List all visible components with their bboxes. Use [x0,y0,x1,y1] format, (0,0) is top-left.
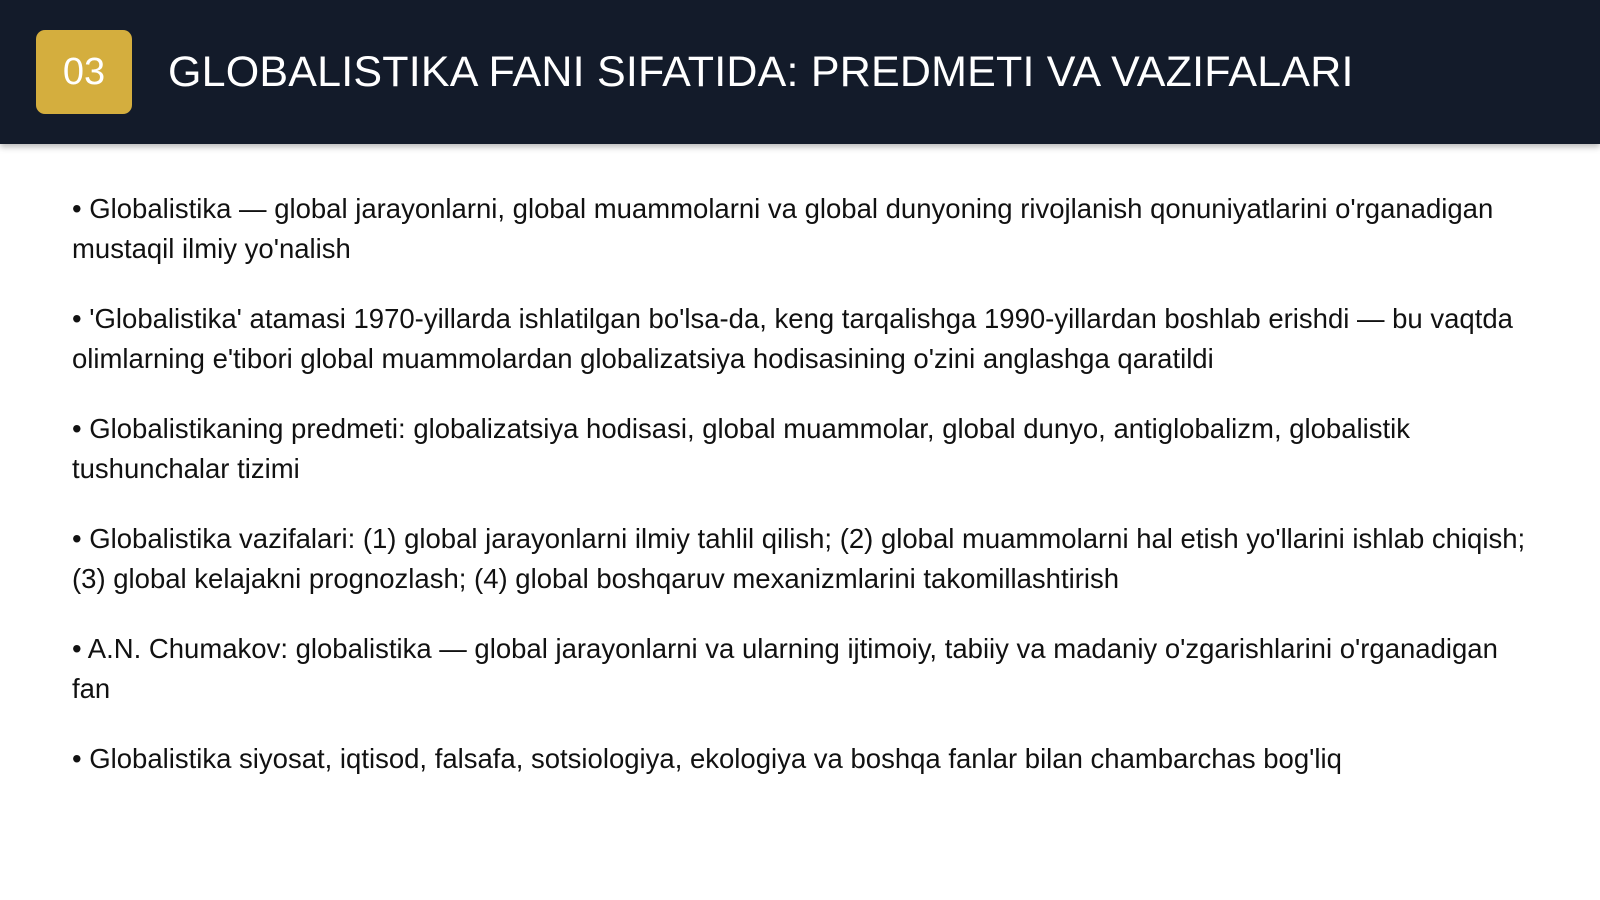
bullet-item: • Globalistika — global jarayonlarni, global muammolarni va global dunyoning rivojlanish qonuniyatlarini o'rganadigan mustaqil ilmiy yo'nalish [72,193,1494,264]
bullet-item: • Globalistika siyosat, iqtisod, falsafa, sotsiologiya, ekologiya va boshqa fanlar bilan chambarchas bog'liq [72,743,1342,774]
bullet-list [72,189,1532,809]
bullet-item: • Globalistikaning predmeti: globalizatsiya hodisasi, global muammolar, global dunyo, antiglobalizm, globalistik tushunchalar tizimi [72,413,1410,484]
bullet-item: • Globalistika vazifalari: (1) global jarayonlarni ilmiy tahlil qilish; (2) global muammolarni hal etish yo'llarini ishlab chiqish; (3) global kelajakni prognozlash; (4) global boshqaruv mexanizmlarini takomillashtirish [72,523,1526,594]
bullet-item: • 'Globalistika' atamasi 1970-yillarda ishlatilgan bo'lsa-da, keng tarqalishga 1990-yillardan boshlab erishdi — bu vaqtda olimlarning e'tibori global muammolardan globalizatsiya hodisasining o'zini anglashga qaratildi [72,303,1513,374]
section-number-badge: 03 [36,30,132,114]
bullet-item: • A.N. Chumakov: globalistika — global jarayonlarni va ularning ijtimoiy, tabiiy va madaniy o'zgarishlarini o'rganadigan fan [72,633,1498,704]
slide-title: GLOBALISTIKA FANI SIFATIDA: PREDMETI VA VAZIFALARI [168,48,1354,96]
slide-header [0,0,1600,144]
